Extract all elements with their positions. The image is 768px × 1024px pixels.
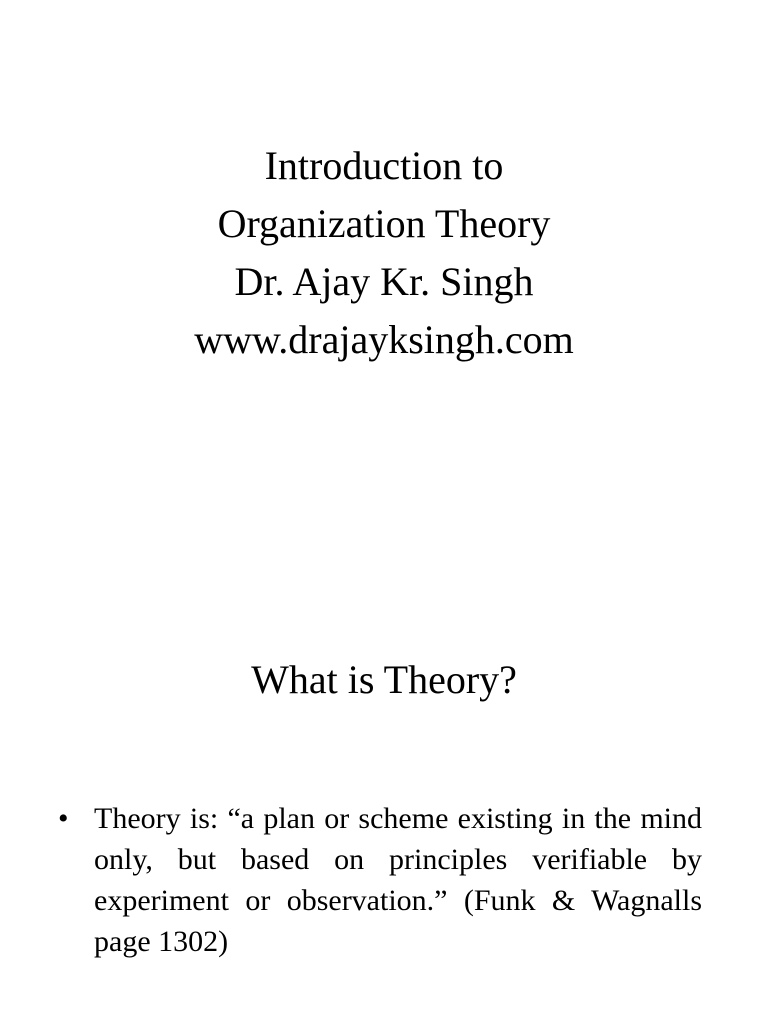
bullet-item: [58, 798, 702, 962]
title-line-1: Introduction to: [264, 143, 504, 188]
title-line-2: Organization Theory: [217, 201, 551, 246]
bullet-text: Theory is: “a plan or scheme existing in the mind only, but based on principles verifiable by experiment or observation.” (Funk & Wagnalls page 1302): [94, 802, 702, 958]
bullet-marker: •: [58, 802, 69, 835]
section-heading: What is Theory?: [251, 657, 517, 702]
author-website: www.drajayksingh.com: [194, 317, 574, 362]
author-name: Dr. Ajay Kr. Singh: [234, 259, 534, 304]
title-slide: [0, 137, 768, 369]
bullet-list: [58, 798, 702, 962]
